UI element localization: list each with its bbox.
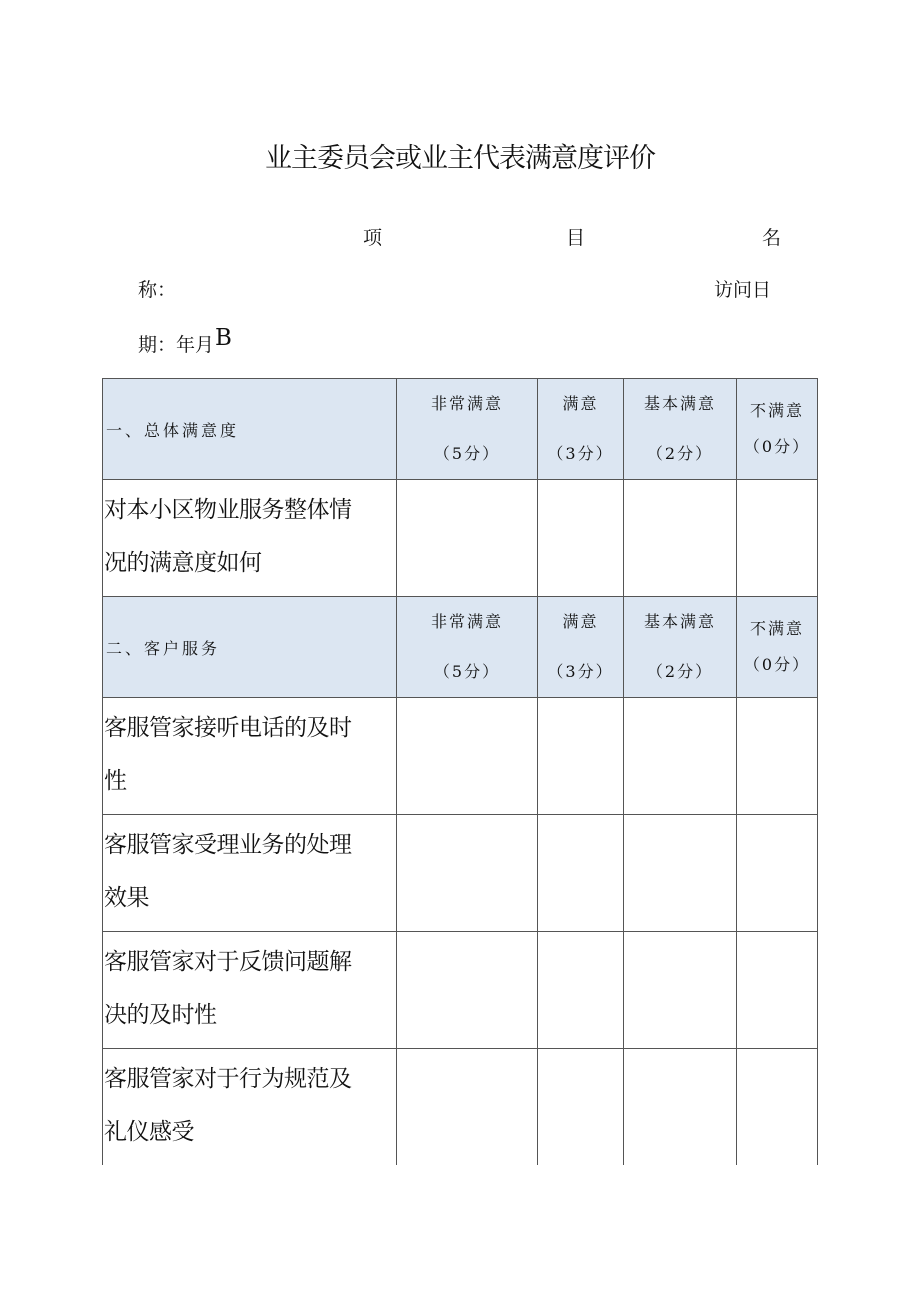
rating-cell-3[interactable] xyxy=(538,698,624,815)
meta-xiang: 项 xyxy=(363,227,383,249)
question-text: 对本小区物业服务整体情 况的满意度如何 xyxy=(103,480,397,597)
section-header-overall xyxy=(103,379,818,480)
table-row xyxy=(103,1049,818,1166)
col-basic-satisfied: 基本满意 （2分） xyxy=(624,597,737,698)
meta-qi: 期：年月 xyxy=(138,334,215,356)
question-text: 客服管家受理业务的处理 效果 xyxy=(103,815,397,932)
table-row xyxy=(103,932,818,1049)
rating-cell-2[interactable] xyxy=(624,698,737,815)
rating-cell-0[interactable] xyxy=(737,698,818,815)
col-very-satisfied: 非常满意 （5分） xyxy=(397,379,538,480)
meta-visit-label: 访问日 xyxy=(714,279,772,301)
col-dissatisfied: 不满意 （0分） xyxy=(737,597,818,698)
rating-cell-5[interactable] xyxy=(397,480,538,597)
rating-cell-3[interactable] xyxy=(538,932,624,1049)
col-satisfied: 满意 （3分） xyxy=(538,379,624,480)
table-row xyxy=(103,815,818,932)
table-row xyxy=(103,698,818,815)
section-heading: 一、总体满意度 xyxy=(103,379,397,480)
rating-cell-0[interactable] xyxy=(737,1049,818,1166)
meta-mu: 目 xyxy=(566,227,586,249)
section-heading: 二、客户服务 xyxy=(103,597,397,698)
col-dissatisfied: 不满意 （0分） xyxy=(737,379,818,480)
meta-ming: 名 xyxy=(762,227,782,249)
rating-cell-5[interactable] xyxy=(397,698,538,815)
page-title: 业主委员会或业主代表满意度评价 xyxy=(265,143,655,174)
rating-cell-2[interactable] xyxy=(624,815,737,932)
rating-cell-3[interactable] xyxy=(538,1049,624,1166)
rating-cell-5[interactable] xyxy=(397,1049,538,1166)
col-basic-satisfied: 基本满意 （2分） xyxy=(624,379,737,480)
meta-cheng: 称： xyxy=(138,279,177,301)
meta-b: B xyxy=(215,325,232,351)
rating-cell-0[interactable] xyxy=(737,815,818,932)
rating-cell-3[interactable] xyxy=(538,480,624,597)
table-row xyxy=(103,480,818,597)
satisfaction-table xyxy=(102,378,818,1165)
col-very-satisfied: 非常满意 （5分） xyxy=(397,597,538,698)
question-text: 客服管家对于行为规范及 礼仪感受 xyxy=(103,1049,397,1166)
rating-cell-5[interactable] xyxy=(397,815,538,932)
section-header-service xyxy=(103,597,818,698)
rating-cell-2[interactable] xyxy=(624,480,737,597)
col-satisfied: 满意 （3分） xyxy=(538,597,624,698)
question-text: 客服管家对于反馈问题解 决的及时性 xyxy=(103,932,397,1049)
rating-cell-0[interactable] xyxy=(737,932,818,1049)
question-text: 客服管家接听电话的及时 性 xyxy=(103,698,397,815)
rating-cell-3[interactable] xyxy=(538,815,624,932)
rating-cell-0[interactable] xyxy=(737,480,818,597)
rating-cell-5[interactable] xyxy=(397,932,538,1049)
rating-cell-2[interactable] xyxy=(624,932,737,1049)
rating-cell-2[interactable] xyxy=(624,1049,737,1166)
